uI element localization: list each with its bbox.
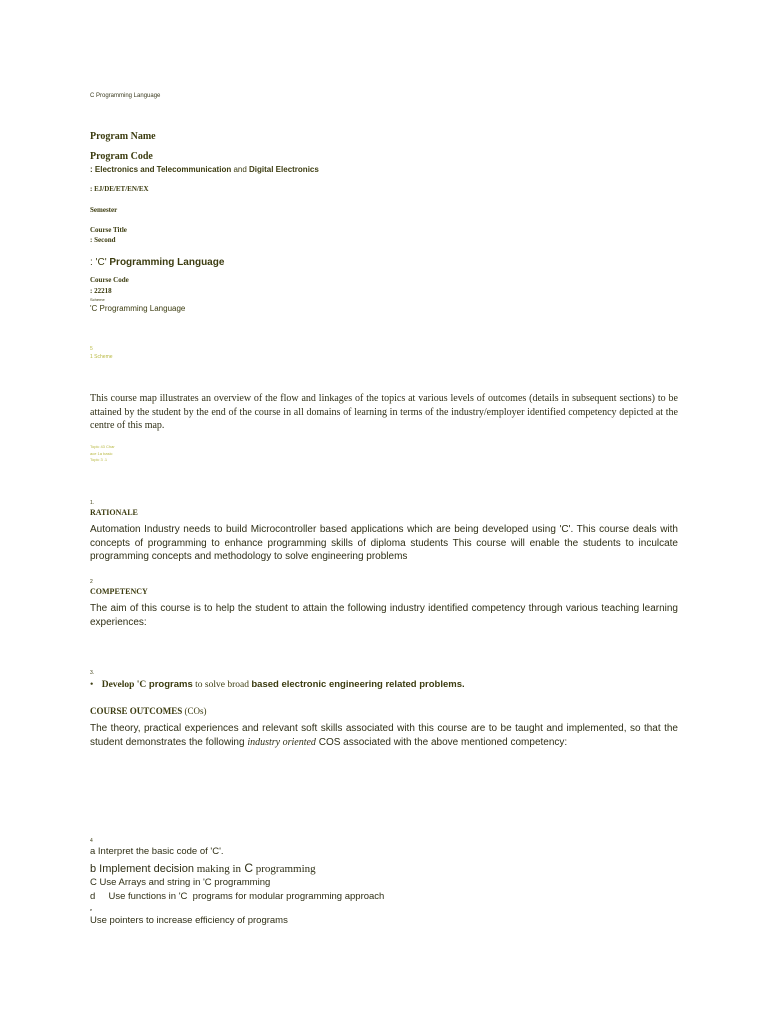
- course-map-paragraph: This course map illustrates an overview of the flow and linkages of the topics at various levels of outcomes (details in subsequent sections) to be attained by the student by the end of the course in all domains of learning in terms of the industry/employer identified competency depicted at the centre of this map.: [90, 393, 678, 431]
- program-value-a: : Electronics and Telecommunication: [90, 165, 232, 174]
- course-title-prefix: : 'C': [90, 257, 107, 268]
- co-item-e-marker: e: [90, 907, 93, 912]
- competency-item-number: 3.: [90, 670, 95, 676]
- fragment-number-5: 5: [90, 346, 93, 352]
- semester-value: : Second: [90, 236, 116, 244]
- competency-item: [90, 679, 465, 690]
- outcomes-paragraph: [90, 722, 678, 749]
- competency-item-part4: broad: [227, 680, 252, 690]
- outcomes-text-a: The theory, practical experiences and relevant soft skills associated with this course are to be taught and implemented, so that the student demonstrates the following: [90, 723, 678, 748]
- co-item-d: d Use functions in 'C programs for modular programming approach: [90, 891, 385, 902]
- competency-heading: COMPETENCY: [90, 587, 148, 596]
- program-value-b: Digital Electronics: [249, 165, 319, 174]
- rationale-number: 1.: [90, 500, 95, 506]
- course-title-label: Course Title: [90, 226, 127, 234]
- topic-fragment-3: Topic 3 .1: [90, 457, 108, 462]
- co-item-e: Use pointers to increase efficiency of programs: [90, 915, 288, 926]
- competency-item-part5: based electronic engineering related problems.: [251, 679, 465, 690]
- outcomes-heading-text: COURSE OUTCOMES: [90, 706, 183, 716]
- program-name-label: Program Name: [90, 131, 156, 142]
- competency-item-part3: to solve: [192, 680, 228, 690]
- running-header: C Programming Language: [90, 93, 161, 99]
- co-item-b-suffix: making in: [193, 863, 242, 875]
- semester-label: Semester: [90, 206, 118, 214]
- co-item-b-c: C: [241, 861, 254, 875]
- fragment-scheme: 1 Scheme: [90, 354, 113, 360]
- rationale-heading: RATIONALE: [90, 508, 138, 517]
- rationale-paragraph: Automation Industry needs to build Microcontroller based applications which are being developed using 'C'. This course deals with concepts of programming to enhance programming skills of diploma students This course will enable the students to inculcate programming concepts and methodology to solve engineering problems: [90, 524, 678, 562]
- co-item-b: [90, 861, 316, 875]
- competency-paragraph: The aim of this course is to help the student to attain the following industry identified competency through various teaching learning experiences:: [90, 603, 678, 628]
- competency-item-part2: programs: [146, 679, 193, 690]
- outcomes-text-italic: industry oriented: [247, 736, 316, 748]
- program-code-value: : EJ/DE/ET/EN/EX: [90, 185, 149, 193]
- co-item-b-end: programming: [253, 863, 316, 875]
- course-title-text: Programming Language: [106, 257, 225, 268]
- co-list-number: 4: [90, 838, 93, 844]
- program-value-and: and: [231, 165, 250, 174]
- topic-fragment-1: Topic 43 Char: [90, 444, 115, 449]
- competency-item-part1: Develop 'C: [101, 680, 147, 690]
- program-value: [90, 165, 319, 174]
- topic-fragment-2: ace 1a basic: [90, 451, 113, 456]
- co-item-b-prefix: b Implement decision: [90, 863, 194, 875]
- outcomes-text-b: COS associated with the above mentioned competency:: [315, 736, 568, 748]
- co-item-a: a Interpret the basic code of 'C'.: [90, 846, 224, 857]
- program-code-label: Program Code: [90, 151, 153, 162]
- co-item-c: C Use Arrays and string in 'C programming: [90, 877, 271, 888]
- scheme-label: Scheme: [90, 297, 105, 302]
- course-code-value: : 22218: [90, 287, 112, 295]
- course-title-value: [90, 257, 224, 268]
- course-code-label: Course Code: [90, 276, 129, 284]
- outcomes-heading: [90, 706, 207, 716]
- outcomes-heading-suffix: (COs): [182, 706, 207, 716]
- scheme-value: 'C Programming Language: [90, 304, 186, 313]
- competency-number: 2: [90, 579, 93, 585]
